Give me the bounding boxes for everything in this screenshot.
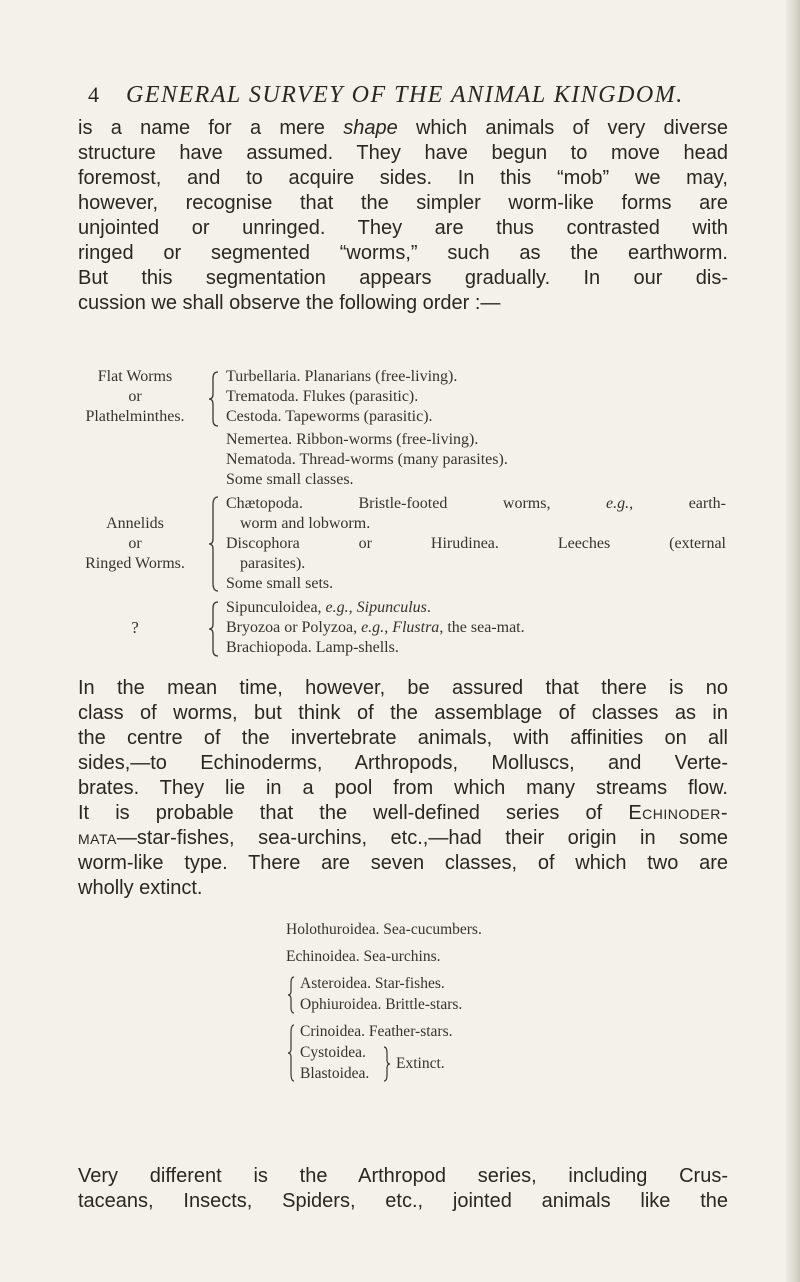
uncertain-classes bbox=[226, 598, 726, 658]
running-header bbox=[88, 82, 728, 109]
text-line bbox=[78, 851, 728, 876]
text-segment: the centre of the invertebrate animals, with affinities on all bbox=[78, 727, 728, 749]
text-segment: foremost, and to acquire sides. In this “mob” we may, bbox=[78, 167, 728, 189]
annelids-classes bbox=[226, 494, 726, 594]
class-item bbox=[226, 494, 726, 514]
text-line bbox=[78, 266, 728, 291]
echinoderm-item: Crinoidea. Feather-stars. bbox=[300, 1023, 453, 1040]
text-segment: , bbox=[384, 619, 393, 636]
text-line bbox=[78, 1164, 728, 1189]
text-segment: Flustra bbox=[392, 619, 440, 636]
text-segment: e.g. bbox=[361, 619, 385, 636]
text-segment: Very different is the Arthropod series, including Crus- bbox=[78, 1165, 728, 1187]
text-line bbox=[78, 116, 728, 141]
text-line bbox=[78, 216, 728, 241]
text-segment: It is probable that the well-defined series of bbox=[78, 802, 629, 824]
text-segment: e.g. bbox=[606, 495, 630, 512]
class-item bbox=[226, 554, 726, 574]
text-line bbox=[78, 1189, 728, 1214]
flat-worms-label bbox=[70, 367, 200, 427]
text-segment: brates. They lie in a pool from which many streams flow. bbox=[78, 777, 728, 799]
text-segment: e.g. bbox=[325, 599, 349, 616]
extinct-member: Blastoidea. bbox=[300, 1065, 370, 1082]
text-segment: which animals of very diverse bbox=[397, 117, 728, 139]
text-segment: cussion we shall observe the following order :— bbox=[78, 292, 501, 314]
echinoderm-item: Holothuroidea. Sea-cucumbers. bbox=[286, 921, 482, 938]
echinoderm-classes bbox=[286, 919, 482, 1084]
annelids-label bbox=[70, 514, 200, 574]
text-segment: —star-fishes, sea-urchins, etc.,—had their origin in some bbox=[116, 827, 728, 849]
text-segment: ringed or segmented “worms,” such as the earthworm. bbox=[78, 242, 728, 264]
text-segment: unjointed or unringed. They are thus contrasted with bbox=[78, 217, 728, 239]
flat-worms-brace bbox=[207, 370, 225, 428]
text-segment: But this segmentation appears gradually. In our dis- bbox=[78, 267, 728, 289]
uncertain-label: ? bbox=[131, 618, 139, 637]
text-segment: Brachiopoda. Lamp-shells. bbox=[226, 639, 399, 656]
text-segment: parasites). bbox=[240, 555, 306, 572]
text-segment: Some small sets. bbox=[226, 575, 334, 592]
paragraph-echinoderms bbox=[78, 676, 728, 901]
text-line bbox=[78, 291, 728, 316]
text-segment: Bryozoa or Polyzoa, bbox=[226, 619, 362, 636]
extinct-member: Cystoidea. bbox=[300, 1044, 366, 1061]
text-segment: Sipunculus bbox=[356, 599, 427, 616]
uncertain-brace bbox=[207, 600, 225, 658]
text-segment: In the mean time, however, be assured that there is no bbox=[78, 677, 728, 699]
text-segment: , bbox=[348, 599, 357, 616]
text-segment: worm-like type. There are seven classes, of which two are bbox=[78, 852, 728, 874]
echinoderm-item: Echinoidea. Sea-urchins. bbox=[286, 948, 441, 965]
text-segment: Discophora or Hirudinea. Leeches (external bbox=[226, 535, 726, 552]
text-segment: class of worms, but think of the assemblage of classes as in bbox=[78, 702, 728, 724]
text-line bbox=[78, 191, 728, 216]
annelids-or: or bbox=[128, 535, 142, 552]
flat-worms-classes bbox=[226, 367, 726, 427]
text-segment: Sipunculoidea, bbox=[226, 599, 326, 616]
extinct-brace bbox=[382, 1045, 392, 1083]
class-item: Nemertea. Ribbon-worms (free-living). bbox=[226, 431, 479, 448]
annelids-name: Annelids bbox=[106, 515, 164, 532]
class-item bbox=[226, 574, 726, 594]
class-item bbox=[226, 534, 726, 554]
text-line bbox=[78, 826, 728, 851]
asteroid-brace bbox=[286, 975, 296, 1015]
text-segment: Echinoder- bbox=[628, 802, 728, 824]
class-item: Some small classes. bbox=[226, 471, 354, 488]
text-line bbox=[78, 166, 728, 191]
text-segment: worm and lobworm. bbox=[240, 515, 371, 532]
class-item bbox=[226, 514, 726, 534]
flat-worms-latin: Plathelminthes. bbox=[85, 408, 185, 425]
text-segment: wholly extinct. bbox=[78, 877, 203, 899]
text-line bbox=[78, 141, 728, 166]
text-segment: is a name for a mere bbox=[78, 117, 344, 139]
text-segment: however, recognise that the simpler worm-like forms are bbox=[78, 192, 728, 214]
echinoderm-item: Ophiuroidea. Brittle-stars. bbox=[300, 996, 463, 1013]
running-title: GENERAL SURVEY OF THE ANIMAL KINGDOM. bbox=[126, 82, 684, 108]
extinct-label: Extinct. bbox=[396, 1055, 445, 1072]
class-item: Nematoda. Thread-worms (many parasites). bbox=[226, 451, 508, 468]
text-segment: , the sea-mat. bbox=[439, 619, 525, 636]
text-line bbox=[78, 876, 728, 901]
text-segment: shape bbox=[343, 117, 398, 139]
text-line bbox=[78, 676, 728, 701]
class-item bbox=[226, 598, 726, 618]
text-line bbox=[78, 751, 728, 776]
text-line bbox=[78, 726, 728, 751]
text-line bbox=[78, 701, 728, 726]
text-segment: Chætopoda. Bristle-footed worms, bbox=[226, 495, 607, 512]
crinoid-brace bbox=[286, 1023, 296, 1083]
text-segment: structure have assumed. They have begun to move head bbox=[78, 142, 728, 164]
paragraph-arthropods bbox=[78, 1164, 728, 1214]
text-segment: . bbox=[426, 599, 431, 616]
flat-worms-item: Trematoda. Flukes (parasitic). bbox=[226, 388, 419, 405]
echinoderm-item: Asteroidea. Star-fishes. bbox=[300, 975, 445, 992]
flat-worms-name: Flat Worms bbox=[97, 368, 173, 385]
annelids-latin: Ringed Worms. bbox=[85, 555, 185, 572]
text-segment: mata bbox=[78, 827, 117, 849]
text-segment: sides,—to Echinoderms, Arthropods, Molluscs, and Verte- bbox=[78, 752, 728, 774]
text-line bbox=[78, 776, 728, 801]
flat-worms-item: Turbellaria. Planarians (free-living). bbox=[226, 368, 458, 385]
class-item bbox=[226, 618, 726, 638]
text-line bbox=[78, 241, 728, 266]
paragraph-intro bbox=[78, 116, 728, 316]
unbraced-classes bbox=[226, 430, 726, 490]
text-segment: taceans, Insects, Spiders, etc., jointed animals like the bbox=[78, 1190, 728, 1212]
flat-worms-item: Cestoda. Tapeworms (parasitic). bbox=[226, 408, 433, 425]
text-line bbox=[78, 801, 728, 826]
annelids-brace bbox=[207, 495, 225, 593]
flat-worms-or: or bbox=[128, 388, 142, 405]
page-edge bbox=[786, 0, 800, 1282]
text-segment: , earth- bbox=[629, 495, 726, 512]
page-number: 4 bbox=[88, 82, 101, 107]
class-item bbox=[226, 638, 726, 658]
